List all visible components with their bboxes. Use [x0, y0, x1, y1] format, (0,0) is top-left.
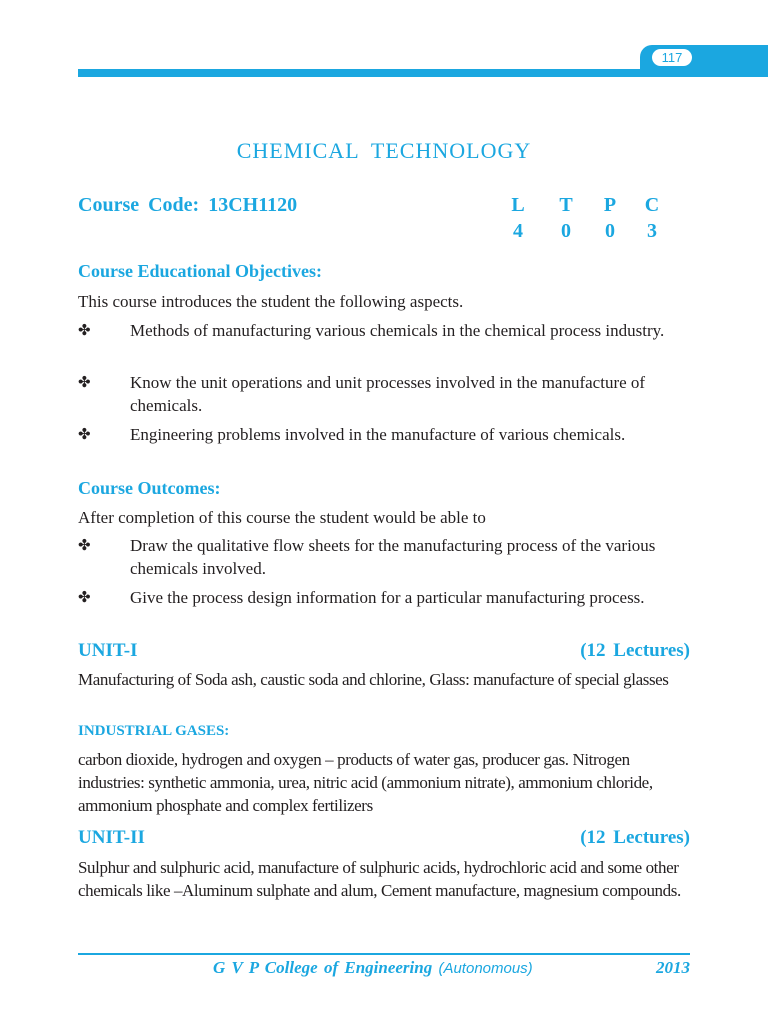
- footer-rule: [78, 953, 690, 955]
- ltpc-value-p: 0: [605, 220, 615, 242]
- objective-item: [78, 319, 690, 342]
- footer-autonomous: (Autonomous): [438, 960, 533, 977]
- footer-college-name: G V P College of Engineering: [213, 958, 433, 977]
- bullet-icon: ✤: [78, 536, 91, 554]
- unit-2-text: Sulphur and sulphuric acid, manufacture of sulphuric acids, hydrochloric acid and some other chemicals like –Aluminum sulphate and alum, Cement manufacture, magnesium compounds.: [78, 858, 681, 900]
- bullet-icon: ✤: [78, 425, 91, 443]
- ltpc-label-p: P: [603, 194, 617, 216]
- bullet-icon: ✤: [78, 588, 91, 606]
- outcome-item-text: Give the process design information for a particular manufacturing process.: [130, 588, 645, 607]
- ltpc-label-l: L: [511, 194, 525, 216]
- outcome-item-text: Draw the qualitative flow sheets for the manufacturing process of the various chemicals involved.: [130, 536, 656, 578]
- outcome-item: [78, 534, 690, 580]
- objective-item-text: Engineering problems involved in the manufacture of various chemicals.: [130, 425, 626, 444]
- footer-college: [213, 958, 533, 978]
- page-title: CHEMICAL TECHNOLOGY: [236, 138, 532, 163]
- outcomes-heading: Course Outcomes:: [78, 478, 221, 498]
- ltpc-label-t: T: [559, 194, 573, 216]
- objectives-heading: Course Educational Objectives:: [78, 261, 322, 281]
- objective-item: [78, 423, 690, 446]
- bullet-icon: ✤: [78, 321, 91, 339]
- bullet-icon: ✤: [78, 373, 91, 391]
- objective-item: [78, 371, 690, 417]
- unit-1-title: UNIT-I: [78, 640, 138, 661]
- unit-2-title: UNIT-II: [78, 827, 145, 848]
- outcomes-intro: After completion of this course the student would be able to: [78, 508, 486, 527]
- ltpc-value-t: 0: [561, 220, 571, 242]
- objective-item-text: Methods of manufacturing various chemicals in the chemical process industry.: [130, 321, 665, 340]
- unit-1-subheading: INDUSTRIAL GASES:: [78, 723, 230, 739]
- unit-2-lectures: (12 Lectures): [580, 827, 690, 848]
- footer-year: 2013: [656, 958, 690, 977]
- unit-1-header: [78, 640, 690, 662]
- course-code: Course Code: 13CH1120: [78, 194, 298, 216]
- outcome-item: [78, 586, 690, 609]
- ltpc-value-l: 4: [513, 220, 523, 242]
- objectives-intro: This course introduces the student the following aspects.: [78, 292, 464, 311]
- unit-1-lectures: (12 Lectures): [580, 640, 690, 661]
- unit-1-text: Manufacturing of Soda ash, caustic soda and chlorine, Glass: manufacture of special glasses: [78, 670, 669, 689]
- ltpc-value-c: 3: [647, 220, 657, 242]
- objective-item-text: Know the unit operations and unit processes involved in the manufacture of chemicals.: [130, 373, 646, 415]
- ltpc-label-c: C: [644, 194, 660, 216]
- unit-1-subtext: carbon dioxide, hydrogen and oxygen – products of water gas, producer gas. Nitrogen industries: synthetic ammonia, urea, nitric acid (ammonium nitrate), ammonium chloride, ammonium phosphate and complex fertilizers: [78, 750, 653, 815]
- page-number: 117: [652, 49, 692, 66]
- header-rule: [78, 69, 768, 77]
- unit-2-header: [78, 827, 690, 849]
